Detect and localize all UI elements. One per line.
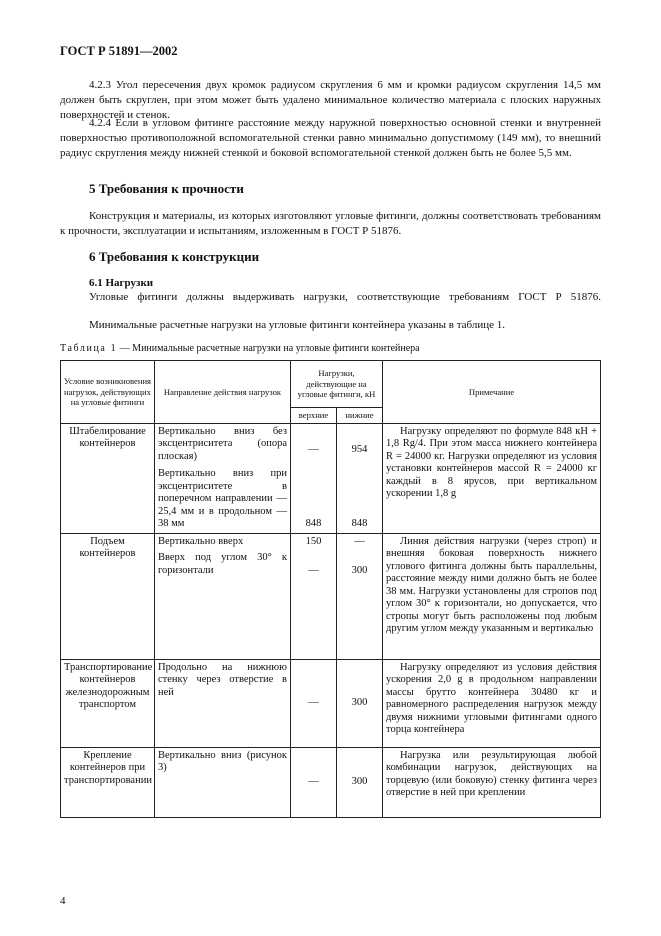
section-6-1-text-2: Минимальные расчетные нагрузки на угловые фитинги контейнера указаны в таблице 1. [89, 319, 505, 331]
header-lower: нижние [337, 408, 383, 424]
cell-upper: — 848 [291, 423, 337, 533]
section-5-text: Конструкция и материалы, из которых изготовляют угловые фитинги, должны соответствовать требованиям к прочности, эксплуатации и испытаниям, изложенным в ГОСТ Р 51876. [60, 210, 601, 237]
table-caption: Таблица 1 — Минимальные расчетные нагрузки на угловые фитинги контейнера [60, 343, 420, 354]
section-6-1-title: 6.1 Нагрузки [89, 277, 154, 289]
cell-direction [155, 423, 291, 533]
header-direction: Направление действия нагрузок [155, 361, 291, 424]
page-number: 4 [60, 895, 66, 907]
header-upper: верхние [291, 408, 337, 424]
direction-a: Вертикально вверх [158, 535, 244, 547]
cell-upper: — [291, 747, 337, 817]
paragraph-4-2-4: 4.2.4 Если в угловом фитинге расстояние между наружной поверхностью основной стенки и внутренней поверхностью противоположной вспомогательной стенки равно минимально допустимому (149 мм), то внешний радиус скругления между нижней стенкой и боковой вспомогательной стенкой должен быть не более 5,5 мм. [60, 117, 601, 159]
cell-note: Линия действия нагрузки (через строп) и внешняя боковая поверхность нижнего углового фитинга должны быть параллельны, расстояние между ними должно быть не более 38 мм. Нагрузки установлены для стропов под углом 30° к горизонтали, но допускается, что стропы могут быть расположены под любым другим углом между указанным и вертикалью [383, 533, 601, 659]
table-row [61, 747, 601, 817]
header-loads: Нагрузки, действующие на угловые фитинги, кН [291, 361, 383, 408]
cell-condition: Транспортирование контейнеров железнодорожным транспортом [61, 659, 155, 747]
cell-note: Нагрузка или результирующая любой комбинации нагрузок, действующих на торцевую (или боковую) стенку фитинга через отверстие в ней при креплении [383, 747, 601, 817]
header-note: Примечание [383, 361, 601, 424]
cell-direction [155, 533, 291, 659]
cell-condition: Подъем контейнеров [61, 533, 155, 659]
cell-upper: 150 — [291, 533, 337, 659]
cell-condition: Крепление контейнеров при транспортировании [61, 747, 155, 817]
cell-lower: 300 [337, 659, 383, 747]
table-row [61, 659, 601, 747]
section-5-title: 5 Требования к прочности [89, 181, 244, 196]
loads-table [60, 360, 601, 818]
direction-b: Вертикально вниз при эксцентриситете в поперечном направлении — 25,4 мм и в продольном — 38 мм [158, 468, 287, 529]
table-header-row [61, 361, 601, 408]
section-6-1-text-1: Угловые фитинги должны выдерживать нагрузки, соответствующие требованиям ГОСТ Р 51876. [89, 291, 601, 303]
direction-a: Вертикально вниз без эксцентриситета (опора плоская) [158, 425, 287, 462]
document-header: ГОСТ Р 51891—2002 [60, 44, 178, 58]
cell-lower: 954 848 [337, 423, 383, 533]
table-row [61, 423, 601, 533]
cell-lower: — 300 [337, 533, 383, 659]
cell-direction: Продольно на нижнюю стенку через отверстие в ней [155, 659, 291, 747]
header-condition: Условие возникновения нагрузок, действующих на угловые фитинги [61, 361, 155, 424]
cell-lower: 300 [337, 747, 383, 817]
cell-direction: Вертикально вниз (рисунок 3) [155, 747, 291, 817]
cell-upper: — [291, 659, 337, 747]
cell-condition: Штабелирование контейнеров [61, 423, 155, 533]
paragraph-4-2-3: 4.2.3 Угол пересечения двух кромок радиусом скругления 6 мм и кромки радиусом скругления 14,5 мм должен быть скруглен, при этом может быть удалено минимальное количество материала с плоских наружных поверхностей и стенок. [60, 79, 601, 121]
cell-note: Нагрузку определяют по формуле 848 кН + 1,8 Rg/4. При этом масса нижнего контейнера R = 24000 кг. Нагрузки определяют из условия установки контейнеров массой R = 24000 кг каждый в 8 ярусов, при вертикальном ускорении 1,8 g [383, 423, 601, 533]
table-row [61, 533, 601, 659]
direction-b: Вверх под углом 30° к горизонтали [158, 552, 287, 576]
section-6-title: 6 Требования к конструкции [89, 249, 260, 264]
cell-note: Нагрузку определяют из условия действия ускорения 2,0 g в продольном направлении массы брутто контейнера 30480 кг и равномерного распределения нагрузок между двумя нижними угловыми фитингами одного торца контейнера [383, 659, 601, 747]
